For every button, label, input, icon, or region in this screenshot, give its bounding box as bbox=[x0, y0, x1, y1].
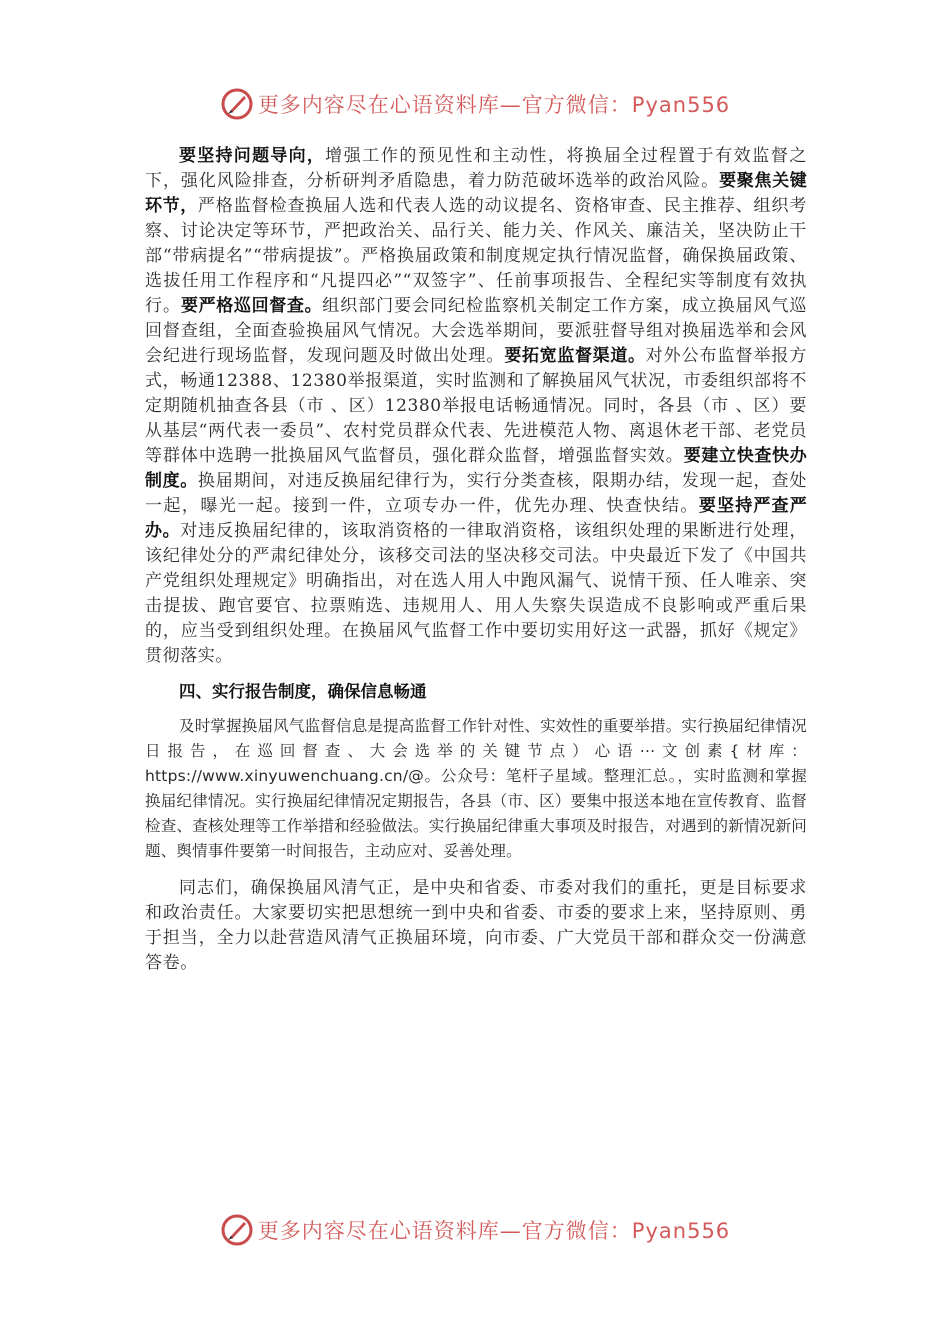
emphasis-strict-handling: 要坚持严查严办。 bbox=[145, 496, 807, 541]
emphasis-key-links: 要聚焦关键环节， bbox=[145, 171, 808, 216]
sentence: 换届期间，对违反换届纪律行为，实行分类查核，限期办结，发现一起，查处一起，曝光一起。接到一件，立项专办一件，优先办理、快查快结。 bbox=[145, 471, 807, 516]
paragraph-closing: 同志们，确保换届风清气正，是中央和省委、市委对我们的重托，更是目标要求和政治责任。大家要切实把思想统一到中央和省委、市委的要求上来，坚持原则、勇于担当，全力以赴营造风清气正换届环境，向市委、广大党员干部和群众交一份满意答卷。 bbox=[145, 878, 807, 973]
header-banner bbox=[0, 84, 950, 124]
footer-banner bbox=[0, 1210, 950, 1250]
sentence: 严格监督检查换届人选和代表人选的动议提名、资格审查、民主推荐、组织考察、讨论决定等环节，严把政治关、品行关、能力关、作风关、廉洁关，坚决防止干部“带病提名”“带病提拔”。严格换届政策和制度规定执行情况监督，确保换届政策、选拔任用工作程序和“凡提四必”“双签字”、任前事项报告、全程纪实等制度有效执行。 bbox=[145, 196, 807, 316]
sentence: 对违反换届纪律的，该取消资格的一律取消资格，该组织处理的果断进行处理，该纪律处分的严肃纪律处分，该移交司法的坚决移交司法。中央最近下发了《中国共产党组织处理规定》明确指出，对在选人用人中跑风漏气、说情干预、任人唯亲、突击提拔、跑官要官、拉票贿选、违规用人、用人失察失误造成不良影响或严重后果的，应当受到组织处理。在换届风气监督工作中要切实用好这一武器，抓好《规定》贯彻落实。 bbox=[145, 521, 807, 666]
sentence: 对外公布监督举报方式，畅通12388、12380举报渠道，实时监测和了解换届风气状况，市委组织部将不定期随机抽查各县（市 、区）12380举报电话畅通情况。同时，各县（市 、区）要从基层“两代表一委员”、农村党员群众代表、先进模范人物、离退休老干部、老党员等群体中选聘一批换届风气监督员，强化群众监督，增强监督实效。 bbox=[145, 346, 808, 466]
emphasis-channels: 要拓宽监督渠道。 bbox=[504, 346, 646, 366]
document-body bbox=[145, 144, 807, 976]
paragraph-reporting: 及时掌握换届风气监督信息是提高监督工作针对性、实效性的重要举措。实行换届纪律情况日报告，在巡回督查、大会选举的关键节点）心语⋯文创素{材库：https://www.xinyuwenchuang.cn/@。公众号：笔杆子星域。整理汇总。，实时监测和掌握换届纪律情况。实行换届纪律情况定期报告，各县（市、区）要集中报送本地在宣传教育、监督检查、查核处理等工作举措和经验做法。实行换届纪律重大事项及时报告，对遇到的新情况新问题、舆情事件要第一时间报告，主动应对、妥善处理。 bbox=[145, 717, 808, 860]
pen-circle-logo-icon bbox=[220, 1213, 254, 1247]
banner-text: 更多内容尽在心语资料库—官方微信：Pyan556 bbox=[257, 93, 731, 117]
sentence: 增强工作的预见性和主动性，将换届全过程置于有效监督之下，强化风险排查，分析研判矛盾隐患，着力防范破坏选举的政治风险。 bbox=[145, 146, 807, 191]
emphasis-fast-handling: 要建立快查快办制度。 bbox=[145, 446, 807, 491]
banner-text: 更多内容尽在心语资料库—官方微信：Pyan556 bbox=[257, 1219, 731, 1243]
emphasis-problem-oriented: 要坚持问题导向， bbox=[179, 146, 326, 166]
section-heading-4: 四、实行报告制度，确保信息畅通 bbox=[179, 682, 427, 701]
paragraph-supervision-measures bbox=[145, 144, 807, 669]
pen-circle-logo-icon bbox=[220, 87, 254, 121]
sentence: 组织部门要会同纪检监察机关制定工作方案，成立换届风气巡回督查组，全面查验换届风气情况。大会选举期间，要派驻督导组对换届选举和会风会纪进行现场监督，发现问题及时做出处理。 bbox=[145, 296, 808, 366]
emphasis-inspection: 要严格巡回督查。 bbox=[180, 296, 323, 316]
